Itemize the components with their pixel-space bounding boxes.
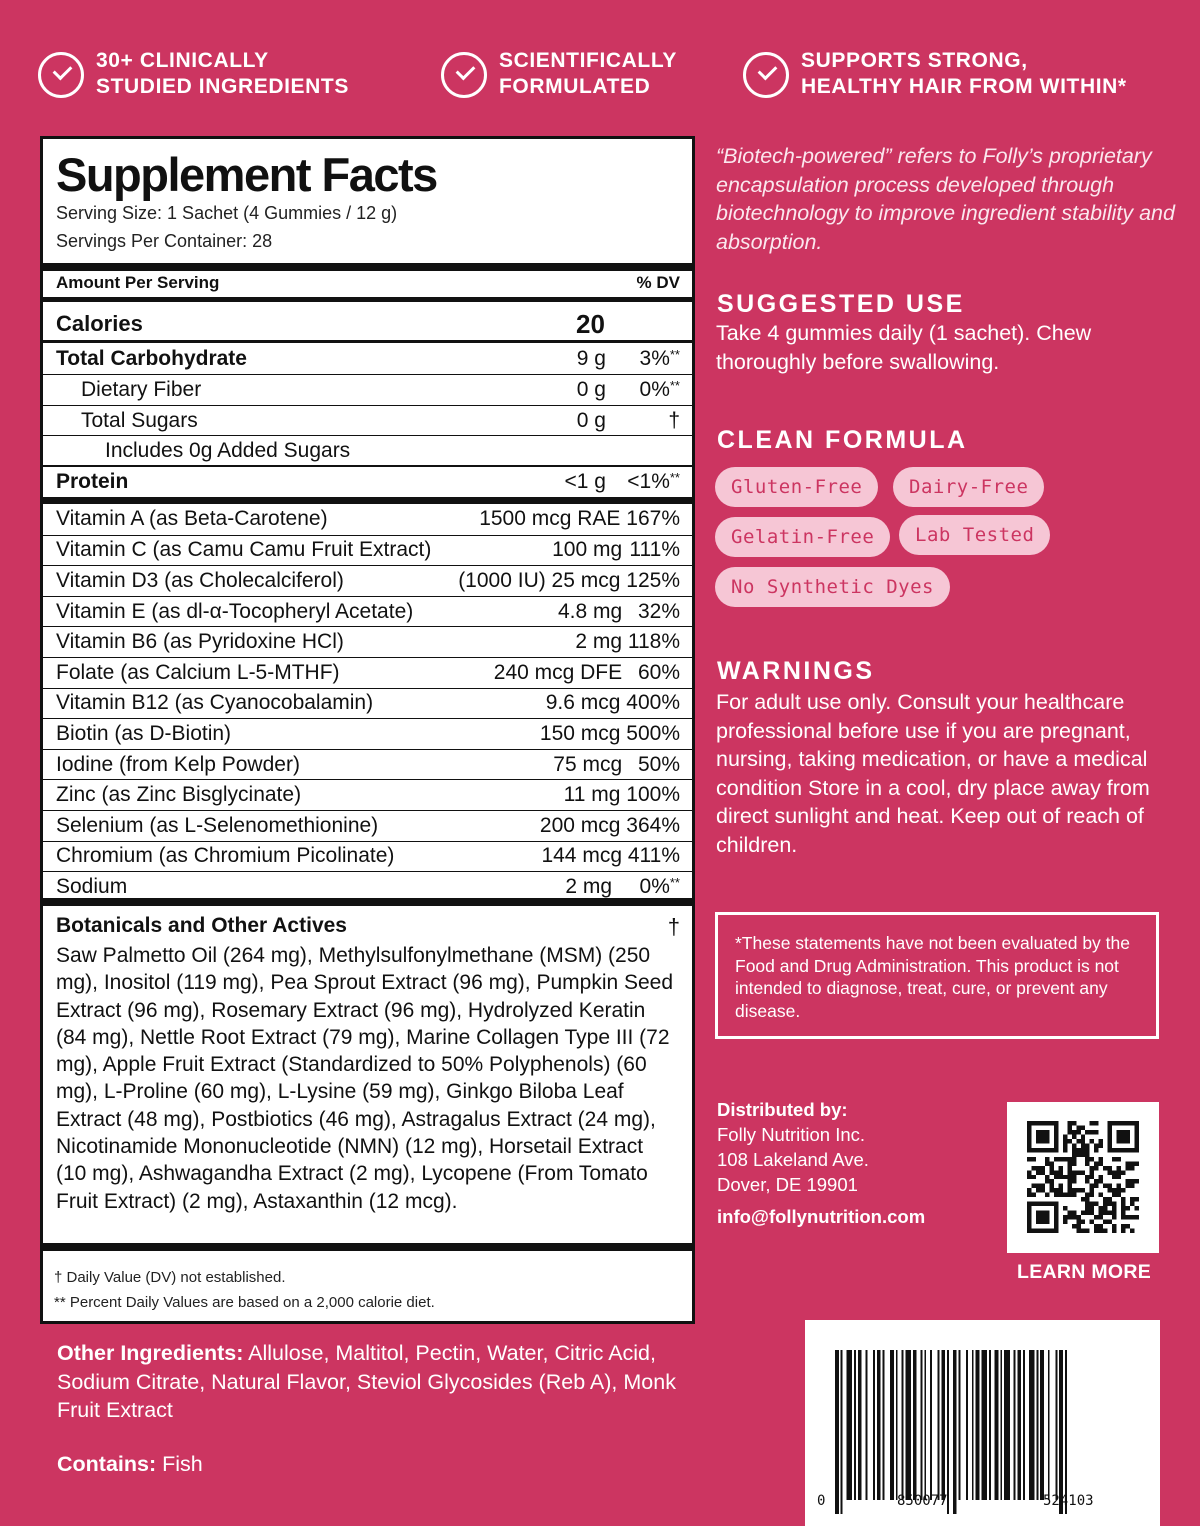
vitamin-amount: 150 mcg	[539, 721, 621, 745]
vitamin-name: Biotin (as D-Biotin)	[56, 721, 232, 745]
vitamin-name: Iodine (from Kelp Powder)	[56, 752, 300, 776]
nutrient-dv-value: 0%	[639, 378, 670, 401]
contains-text: Fish	[156, 1452, 203, 1476]
barcode-bar	[941, 1350, 945, 1500]
vitamin-row	[43, 565, 692, 596]
barcode-bar	[1029, 1350, 1035, 1500]
vitamin-amount-dv	[541, 844, 680, 868]
footnote-dv: † Daily Value (DV) not established.	[54, 1269, 286, 1286]
barcode-bar	[924, 1350, 926, 1500]
vitamin-dv: 118%	[627, 630, 680, 654]
barcode-bar	[1065, 1350, 1067, 1514]
nutrient-row	[43, 405, 692, 435]
vitamin-amount-dv	[558, 600, 680, 624]
biotech-note: “Biotech-powered” refers to Folly’s proprietary encapsulation process developed through biotechnology to improve ingredient stability and absorption.	[716, 144, 1175, 254]
tag-gelatin-free: Gelatin-Free	[715, 517, 890, 557]
vitamin-dv: 0%	[639, 874, 670, 898]
vitamin-dv: 60%	[637, 660, 680, 684]
distributor-address-line2: Dover, DE 19901	[717, 1174, 858, 1195]
barcode-bar	[1055, 1350, 1057, 1500]
barcode-icon	[827, 1350, 1139, 1514]
vitamin-dv: 400%	[626, 691, 680, 715]
botanicals-dagger: †	[667, 914, 680, 939]
barcode-bar	[835, 1350, 839, 1514]
vitamin-amount-dv	[540, 722, 680, 746]
vitamin-dv: 100%	[626, 783, 680, 807]
barcode-bar	[981, 1350, 987, 1500]
badge-line: 30+ CLINICALLY	[96, 49, 269, 72]
learn-more-link[interactable]: LEARN MORE	[1017, 1261, 1152, 1283]
vitamin-row	[43, 504, 692, 535]
nutrient-row	[43, 435, 692, 465]
nutrient-name: Total Sugars	[81, 408, 198, 432]
distributor-address-line1: 108 Lakeland Ave.	[717, 1149, 869, 1170]
badge-line: FORMULATED	[499, 75, 651, 98]
vitamin-amount: 9.6 mcg	[545, 691, 621, 715]
vitamin-row	[43, 535, 692, 566]
vitamin-dv: 167%	[626, 507, 680, 531]
badge-healthy-hair	[743, 48, 1127, 100]
vitamin-dv: 125%	[626, 568, 680, 592]
barcode-bar	[1059, 1350, 1063, 1514]
barcode-bar	[938, 1350, 940, 1500]
vitamin-amount-dv	[564, 783, 680, 807]
barcode-bar	[972, 1350, 974, 1500]
vitamin-amount-dv	[552, 538, 680, 562]
nutrient-amount: 0 g	[576, 408, 606, 432]
barcode-bar	[995, 1350, 999, 1500]
vitamin-name: Vitamin C (as Camu Camu Fruit Extract)	[56, 538, 432, 562]
nutrient-dv	[668, 409, 680, 433]
vitamin-row	[43, 657, 692, 688]
barcode-bar	[953, 1350, 957, 1514]
barcode-bar	[1014, 1350, 1016, 1500]
vitamin-amount: 100 mg	[552, 538, 623, 562]
vitamin-amount-dv	[494, 661, 680, 685]
vitamin-amount: 200 mcg	[539, 813, 621, 837]
barcode-bar	[1036, 1350, 1038, 1500]
barcode-digits-mid: 850077	[897, 1493, 948, 1509]
barcode-bar	[854, 1350, 856, 1500]
thick-rule	[43, 1243, 692, 1251]
badge-line: SUPPORTS STRONG,	[801, 49, 1028, 72]
botanicals-heading: Botanicals and Other Actives	[56, 914, 347, 937]
distributor-label: Distributed by:	[717, 1099, 848, 1120]
badge-scientifically-formulated	[441, 48, 677, 100]
vitamin-amount: 1500 mcg RAE	[479, 507, 621, 531]
supplement-facts-panel	[40, 136, 695, 1324]
vitamin-name: Vitamin E (as dl-α-Tocopheryl Acetate)	[56, 599, 414, 623]
badge-line: STUDIED INGREDIENTS	[96, 75, 349, 98]
vitamin-name: Sodium	[56, 874, 128, 898]
barcode-bar	[865, 1350, 867, 1500]
barcode	[805, 1320, 1160, 1526]
nutrient-name: Dietary Fiber	[81, 378, 202, 401]
vitamin-amount: 75 mcg	[553, 752, 623, 776]
nutrient-dv-mark: **	[669, 378, 680, 393]
dv-header: % DV	[636, 273, 680, 292]
barcode-bar	[1000, 1350, 1002, 1500]
badge-clinically-studied	[38, 48, 349, 100]
amount-per-serving-label: Amount Per Serving	[56, 273, 220, 292]
badge-line: HEALTHY HAIR FROM WITHIN*	[801, 75, 1127, 98]
vitamin-name: Vitamin D3 (as Cholecalciferol)	[56, 568, 344, 592]
barcode-bar	[1023, 1350, 1025, 1500]
badge-line: SCIENTIFICALLY	[499, 49, 677, 72]
distributor-email[interactable]: info@follynutrition.com	[717, 1206, 926, 1227]
nutrient-dv	[627, 470, 680, 494]
barcode-bar	[959, 1350, 961, 1500]
barcode-bar	[966, 1350, 968, 1500]
fda-disclaimer: *These statements have not been evaluated by the Food and Drug Administration. This product is not intended to diagnose, treat, cure, or prevent any disease.	[715, 912, 1159, 1039]
tag-gluten-free: Gluten-Free	[715, 467, 878, 507]
vitamin-row	[43, 626, 692, 657]
barcode-bar	[1040, 1350, 1044, 1500]
vitamin-amount-dv	[546, 691, 680, 715]
vitamin-dv: 111%	[629, 538, 680, 562]
barcode-bar	[921, 1350, 923, 1500]
check-circle-icon	[441, 52, 487, 98]
vitamin-row	[43, 688, 692, 719]
barcode-bar	[947, 1350, 949, 1514]
qr-code-icon	[1027, 1118, 1139, 1236]
contains-label: Contains:	[57, 1452, 157, 1476]
vitamin-amount-dv	[565, 875, 680, 899]
nutrient-dv	[640, 378, 680, 402]
nutrient-dv-mark: **	[669, 346, 680, 362]
barcode-bar	[896, 1350, 898, 1500]
vitamin-amount: 11 mg	[563, 783, 621, 807]
barcode-bar	[841, 1350, 843, 1514]
barcode-bar	[913, 1350, 917, 1500]
check-circle-icon	[743, 52, 789, 98]
barcode-bar	[1048, 1350, 1050, 1500]
nutrient-name: Includes 0g Added Sugars	[105, 438, 351, 462]
vitamin-row	[43, 749, 692, 780]
nutrient-row	[43, 343, 692, 374]
botanicals-list: Saw Palmetto Oil (264 mg), Methylsulfonylmethane (MSM) (250 mg), Inositol (119 mg), Pea Sprout Extract (96 mg), Pumpkin Seed Extract (96 mg), Rosemary Extract (96 mg), Hydrolyzed Keratin (84 mg), Nettle Root Extract (79 mg), Marine Collagen Type III (72 mg), Apple Fruit Extract (Standardized to 50% Polyphenols) (60 mg), L-Proline (60 mg), L-Lysine (59 mg), Ginkgo Biloba Leaf Extract (48 mg), Postbiotics (46 mg), Astragalus Extract (24 mg), Nicotinamide Mononucleotide (NMN) (12 mg), Horsetail Extract (10 mg), Ashwagandha Extract (2 mg), Lycopene (From Tomato Fruit Extract) (2 mg), Astaxanthin (12 mcg).	[56, 944, 674, 1213]
contains	[57, 1452, 203, 1477]
servings-per-container: Servings Per Container: 28	[56, 231, 273, 251]
barcode-bar	[976, 1350, 980, 1500]
other-ingredients	[57, 1339, 697, 1425]
barcode-bar	[890, 1350, 894, 1500]
vitamin-name: Selenium (as L-Selenomethionine)	[56, 813, 379, 837]
amount-per-serving-row	[56, 273, 680, 293]
vitamin-name: Vitamin B12 (as Cyanocobalamin)	[56, 691, 374, 715]
thick-rule	[43, 263, 692, 271]
barcode-bar	[1017, 1350, 1021, 1500]
tag-lab-tested: Lab Tested	[899, 515, 1050, 555]
nutrient-amount: 9 g	[576, 346, 606, 370]
nutrient-name: Protein	[56, 470, 129, 493]
vitamin-name: Zinc (as Zinc Bisglycinate)	[56, 783, 302, 807]
distributor-company: Folly Nutrition Inc.	[717, 1124, 866, 1145]
barcode-bar	[930, 1350, 932, 1500]
vitamin-amount: 2 mg	[565, 874, 613, 898]
nutrient-dv	[640, 347, 680, 371]
other-ingredients-text: Allulose, Maltitol, Pectin, Water, Citric Acid, Sodium Citrate, Natural Flavor, Steviol Glycosides (Reb A), Monk Fruit Extract	[57, 1341, 676, 1422]
nutrient-dv-mark: **	[669, 470, 680, 485]
nutrient-row	[43, 374, 692, 405]
vitamin-name: Vitamin A (as Beta-Carotene)	[56, 507, 328, 531]
vitamin-amount: 4.8 mg	[557, 599, 623, 623]
vitamin-amount: 144 mcg	[541, 844, 622, 868]
vitamin-dv: 32%	[637, 599, 680, 623]
vitamin-amount-dv	[479, 507, 680, 531]
vitamin-name: Chromium (as Chromium Picolinate)	[56, 844, 395, 868]
nutrient-dv-value: <1%	[627, 470, 670, 493]
barcode-bar	[877, 1350, 881, 1500]
barcode-bar	[858, 1350, 862, 1500]
other-ingredients-label: Other Ingredients:	[57, 1341, 244, 1365]
vitamin-amount-dv	[458, 569, 680, 593]
thick-rule	[43, 898, 692, 906]
nutrient-dv-value: †	[668, 408, 680, 432]
barcode-bar	[902, 1350, 904, 1500]
warnings-body: For adult use only. Consult your healthcare professional before use if you are pregnant, nursing, taking medication, or have a medical condition Store in a cool, dry place away from direct sunlight and heat. Keep out of reach of children.	[716, 690, 1150, 857]
vitamin-name: Vitamin B6 (as Pyridoxine HCl)	[56, 630, 344, 654]
nutrient-name: Total Carbohydrate	[56, 346, 247, 370]
vitamin-name: Folate (as Calcium L-5-MTHF)	[56, 660, 340, 684]
medium-rule	[43, 297, 692, 302]
calories-value: 20	[576, 308, 605, 339]
vitamin-amount-dv	[540, 814, 680, 838]
barcode-bar	[1004, 1350, 1010, 1500]
suggested-use-title: SUGGESTED USE	[717, 290, 965, 318]
nutrient-amount: <1 g	[564, 470, 606, 493]
vitamin-amount: 240 mcg DFE	[493, 660, 623, 684]
distributor-block	[717, 1097, 869, 1197]
vitamin-amount-dv	[553, 753, 680, 777]
warnings-title: WARNINGS	[717, 657, 875, 685]
vitamin-row	[43, 596, 692, 627]
nutrient-row	[43, 465, 692, 497]
footnote-calorie: ** Percent Daily Values are based on a 2,000 calorie diet.	[54, 1294, 435, 1311]
suggested-use-body: Take 4 gummies daily (1 sachet). Chew thoroughly before swallowing.	[716, 321, 1092, 374]
vitamin-dv: 50%	[637, 752, 680, 776]
vitamin-row	[43, 718, 692, 749]
clean-formula-title: CLEAN FORMULA	[717, 426, 968, 454]
barcode-digits-right: 524103	[1043, 1493, 1094, 1509]
calories-label: Calories	[56, 311, 143, 336]
check-circle-icon	[38, 52, 84, 98]
barcode-bar	[905, 1350, 911, 1500]
vitamin-amount: (1000 IU) 25 mcg	[458, 568, 621, 592]
vitamin-dv: 411%	[627, 844, 680, 868]
barcode-bar	[883, 1350, 885, 1500]
barcode-bar	[873, 1350, 875, 1500]
vitamin-row	[43, 779, 692, 810]
barcode-bar	[989, 1350, 991, 1500]
barcode-digit-left: 0	[817, 1493, 826, 1509]
facts-title: Supplement Facts	[56, 148, 437, 201]
vitamin-row	[43, 841, 692, 872]
vitamin-dv-mark: **	[669, 874, 680, 890]
qr-code[interactable]	[1007, 1102, 1159, 1253]
vitamin-row	[43, 810, 692, 841]
thick-rule	[43, 497, 692, 504]
vitamin-amount-dv	[575, 630, 680, 654]
serving-size: Serving Size: 1 Sachet (4 Gummies / 12 g)	[56, 203, 398, 223]
nutrient-amount: 0 g	[576, 378, 606, 401]
tag-no-synthetic-dyes: No Synthetic Dyes	[715, 567, 950, 607]
vitamin-dv: 500%	[626, 721, 680, 745]
tag-dairy-free: Dairy-Free	[893, 467, 1044, 507]
vitamin-dv: 364%	[626, 813, 680, 837]
calories-row	[43, 307, 692, 341]
nutrient-dv-value: 3%	[639, 346, 670, 370]
vitamin-amount: 2 mg	[575, 630, 622, 654]
barcode-bar	[846, 1350, 852, 1500]
